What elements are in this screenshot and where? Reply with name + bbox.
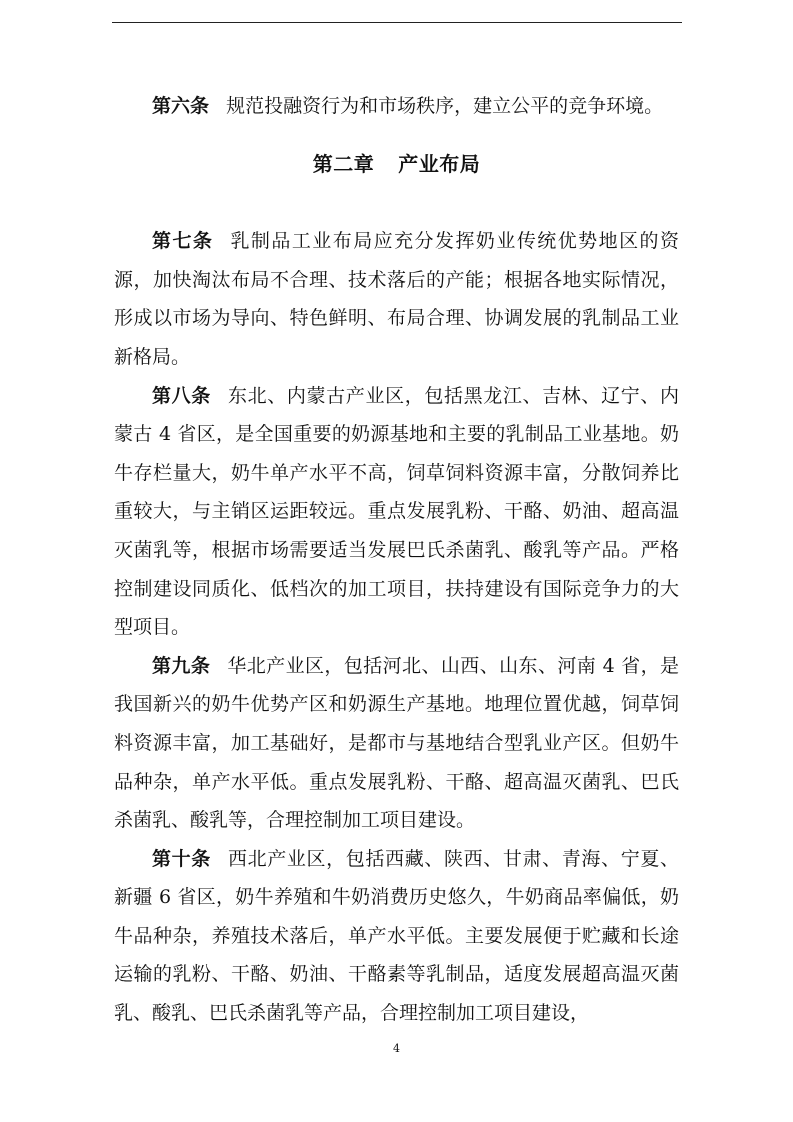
article-8-text: 东北、内蒙古产业区，包括黑龙江、吉林、辽宁、内蒙古 4 省区，是全国重要的奶源基地和主要的乳制品工业基地。奶牛存栏量大，奶牛单产水平不高，饲草饲料资源丰富，分散饲养比重较大，与主销区运距较远。重点发展乳粉、干酪、奶油、超高温灭菌乳等，根据市场需要适当发展巴氏杀菌乳、酸乳等产品。严格控制建设同质化、低档次的加工项目，扶持建设有国际竞争力的大型项目。 xyxy=(114,384,679,639)
article-9-heading: 第九条 xyxy=(152,654,211,677)
article-10 xyxy=(114,840,679,1033)
article-6 xyxy=(114,87,679,126)
body-text xyxy=(114,87,679,1033)
chapter-heading xyxy=(114,145,679,184)
article-7 xyxy=(114,222,679,376)
chapter-title: 产业布局 xyxy=(398,151,481,176)
article-10-heading: 第十条 xyxy=(152,847,211,870)
article-9-text: 华北产业区，包括河北、山西、山东、河南 4 省，是我国新兴的奶牛优势产区和奶源生产基地。地理位置优越，饲草饲料资源丰富，加工基础好，是都市与基地结合型乳业产区。但奶牛品种杂，单产水平低。重点发展乳粉、干酪、超高温灭菌乳、巴氏杀菌乳、酸乳等，合理控制加工项目建设。 xyxy=(114,654,679,832)
page-number: 4 xyxy=(393,1042,400,1055)
article-7-text: 乳制品工业布局应充分发挥奶业传统优势地区的资源，加快淘汰布局不合理、技术落后的产能；根据各地实际情况，形成以市场为导向、特色鲜明、布局合理、协调发展的乳制品工业新格局。 xyxy=(114,230,679,368)
article-8-heading: 第八条 xyxy=(152,384,211,407)
chapter-number: 第二章 xyxy=(312,151,375,176)
article-7-heading: 第七条 xyxy=(152,230,214,253)
article-10-text: 西北产业区，包括西藏、陕西、甘肃、青海、宁夏、新疆 6 省区，奶牛养殖和牛奶消费历史悠久，牛奶商品率偏低，奶牛品种杂，养殖技术落后，单产水平低。主要发展便于贮藏和长途运输的乳粉、干酪、奶油、干酪素等乳制品，适度发展超高温灭菌乳、酸乳、巴氏杀菌乳等产品，合理控制加工项目建设， xyxy=(114,847,679,1025)
article-9 xyxy=(114,647,679,840)
article-6-text: 规范投融资行为和市场秩序，建立公平的竞争环境。 xyxy=(226,95,664,117)
article-6-heading: 第六条 xyxy=(152,95,210,117)
article-8 xyxy=(114,377,679,647)
header-rule xyxy=(112,22,682,23)
